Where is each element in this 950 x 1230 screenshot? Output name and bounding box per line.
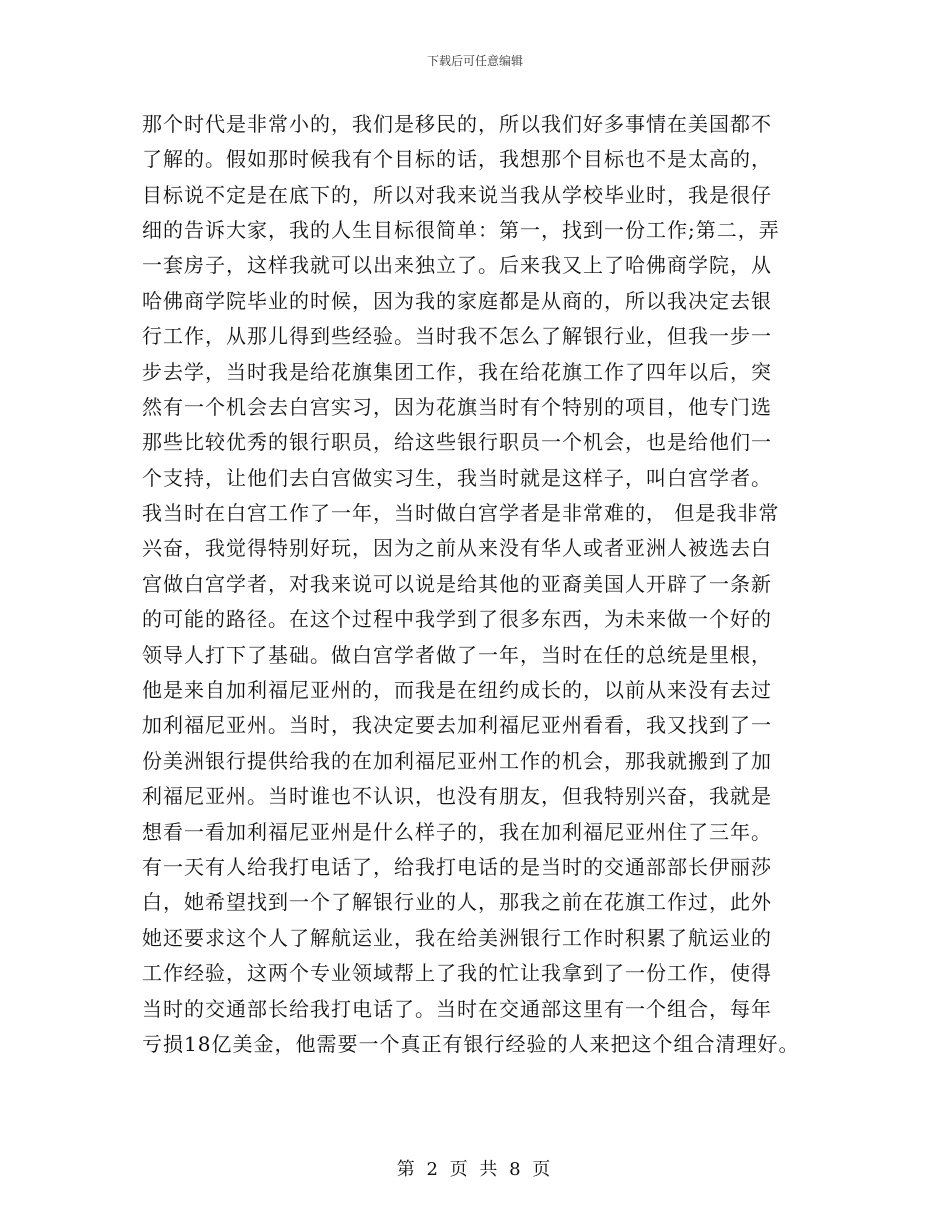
text-line: 一套房子，这样我就可以出来独立了。后来我又上了哈佛商学院，从	[142, 253, 772, 277]
text-line: 步去学，当时我是给花旗集团工作，我在给花旗工作了四年以后，突	[142, 360, 772, 384]
text-line: 当时的交通部长给我打电话了。当时在交通部这里有一个组合，每年	[142, 997, 772, 1021]
text-line: 有一天有人给我打电话了，给我打电话的是当时的交通部部长伊丽莎	[142, 855, 772, 879]
text-line: 领导人打下了基础。做白宫学者做了一年，当时在任的总统是里根，	[142, 643, 772, 667]
text-line: 亏损18亿美金，他需要一个真正有银行经验的人来把这个组合清理好。	[142, 1032, 800, 1056]
text-line: 哈佛商学院毕业的时候，因为我的家庭都是从商的，所以我决定去银	[142, 289, 772, 313]
text-line: 她还要求这个人了解航运业，我在给美洲银行工作时积累了航运业的	[142, 926, 772, 950]
text-line: 了解的。假如那时候我有个目标的话，我想那个目标也不是太高的，	[142, 147, 772, 171]
text-line: 宫做白宫学者，对我来说可以说是给其他的亚裔美国人开辟了一条新	[142, 572, 772, 596]
text-line: 兴奋，我觉得特别好玩，因为之前从来没有华人或者亚洲人被选去白	[142, 536, 772, 560]
text-line: 白，她希望找到一个了解银行业的人，那我之前在花旗工作过，此外	[142, 890, 772, 914]
text-line: 细的告诉大家，我的人生目标很简单：第一，找到一份工作;第二，弄	[142, 218, 780, 242]
text-line: 那个时代是非常小的，我们是移民的，所以我们好多事情在美国都不	[142, 112, 772, 136]
text-line: 行工作，从那儿得到些经验。当时我不怎么了解银行业，但我一步一	[142, 324, 772, 348]
text-line: 份美洲银行提供给我的在加利福尼亚州工作的机会，那我就搬到了加	[142, 749, 772, 773]
text-line: 加利福尼亚州。当时，我决定要去加利福尼亚州看看，我又找到了一	[142, 713, 772, 737]
text-line: 个支持，让他们去白宫做实习生，我当时就是这样子，叫白宫学者。	[142, 466, 772, 490]
text-line: 想看一看加利福尼亚州是什么样子的，我在加利福尼亚州住了三年。	[142, 820, 772, 844]
text-line: 他是来自加利福尼亚州的，而我是在纽约成长的，以前从来没有去过	[142, 678, 772, 702]
text-line: 目标说不定是在底下的，所以对我来说当我从学校毕业时，我是很仔	[142, 183, 772, 207]
text-line: 我当时在白宫工作了一年，当时做白宫学者是非常难的， 但是我非常	[142, 501, 780, 525]
text-line: 工作经验，这两个专业领域帮上了我的忙让我拿到了一份工作，使得	[142, 961, 772, 985]
text-line: 那些比较优秀的银行职员，给这些银行职员一个机会，也是给他们一	[142, 430, 772, 454]
text-line: 然有一个机会去白宫实习，因为花旗当时有个特别的项目，他专门选	[142, 395, 772, 419]
text-line: 的可能的路径。在这个过程中我学到了很多东西，为未来做一个好的	[142, 607, 772, 631]
page-header: 下载后可任意编辑	[426, 54, 523, 68]
text-line: 利福尼亚州。当时谁也不认识，也没有朋友，但我特别兴奋，我就是	[142, 784, 772, 808]
page-number-footer: 第 2 页 共 8 页	[396, 1159, 554, 1180]
